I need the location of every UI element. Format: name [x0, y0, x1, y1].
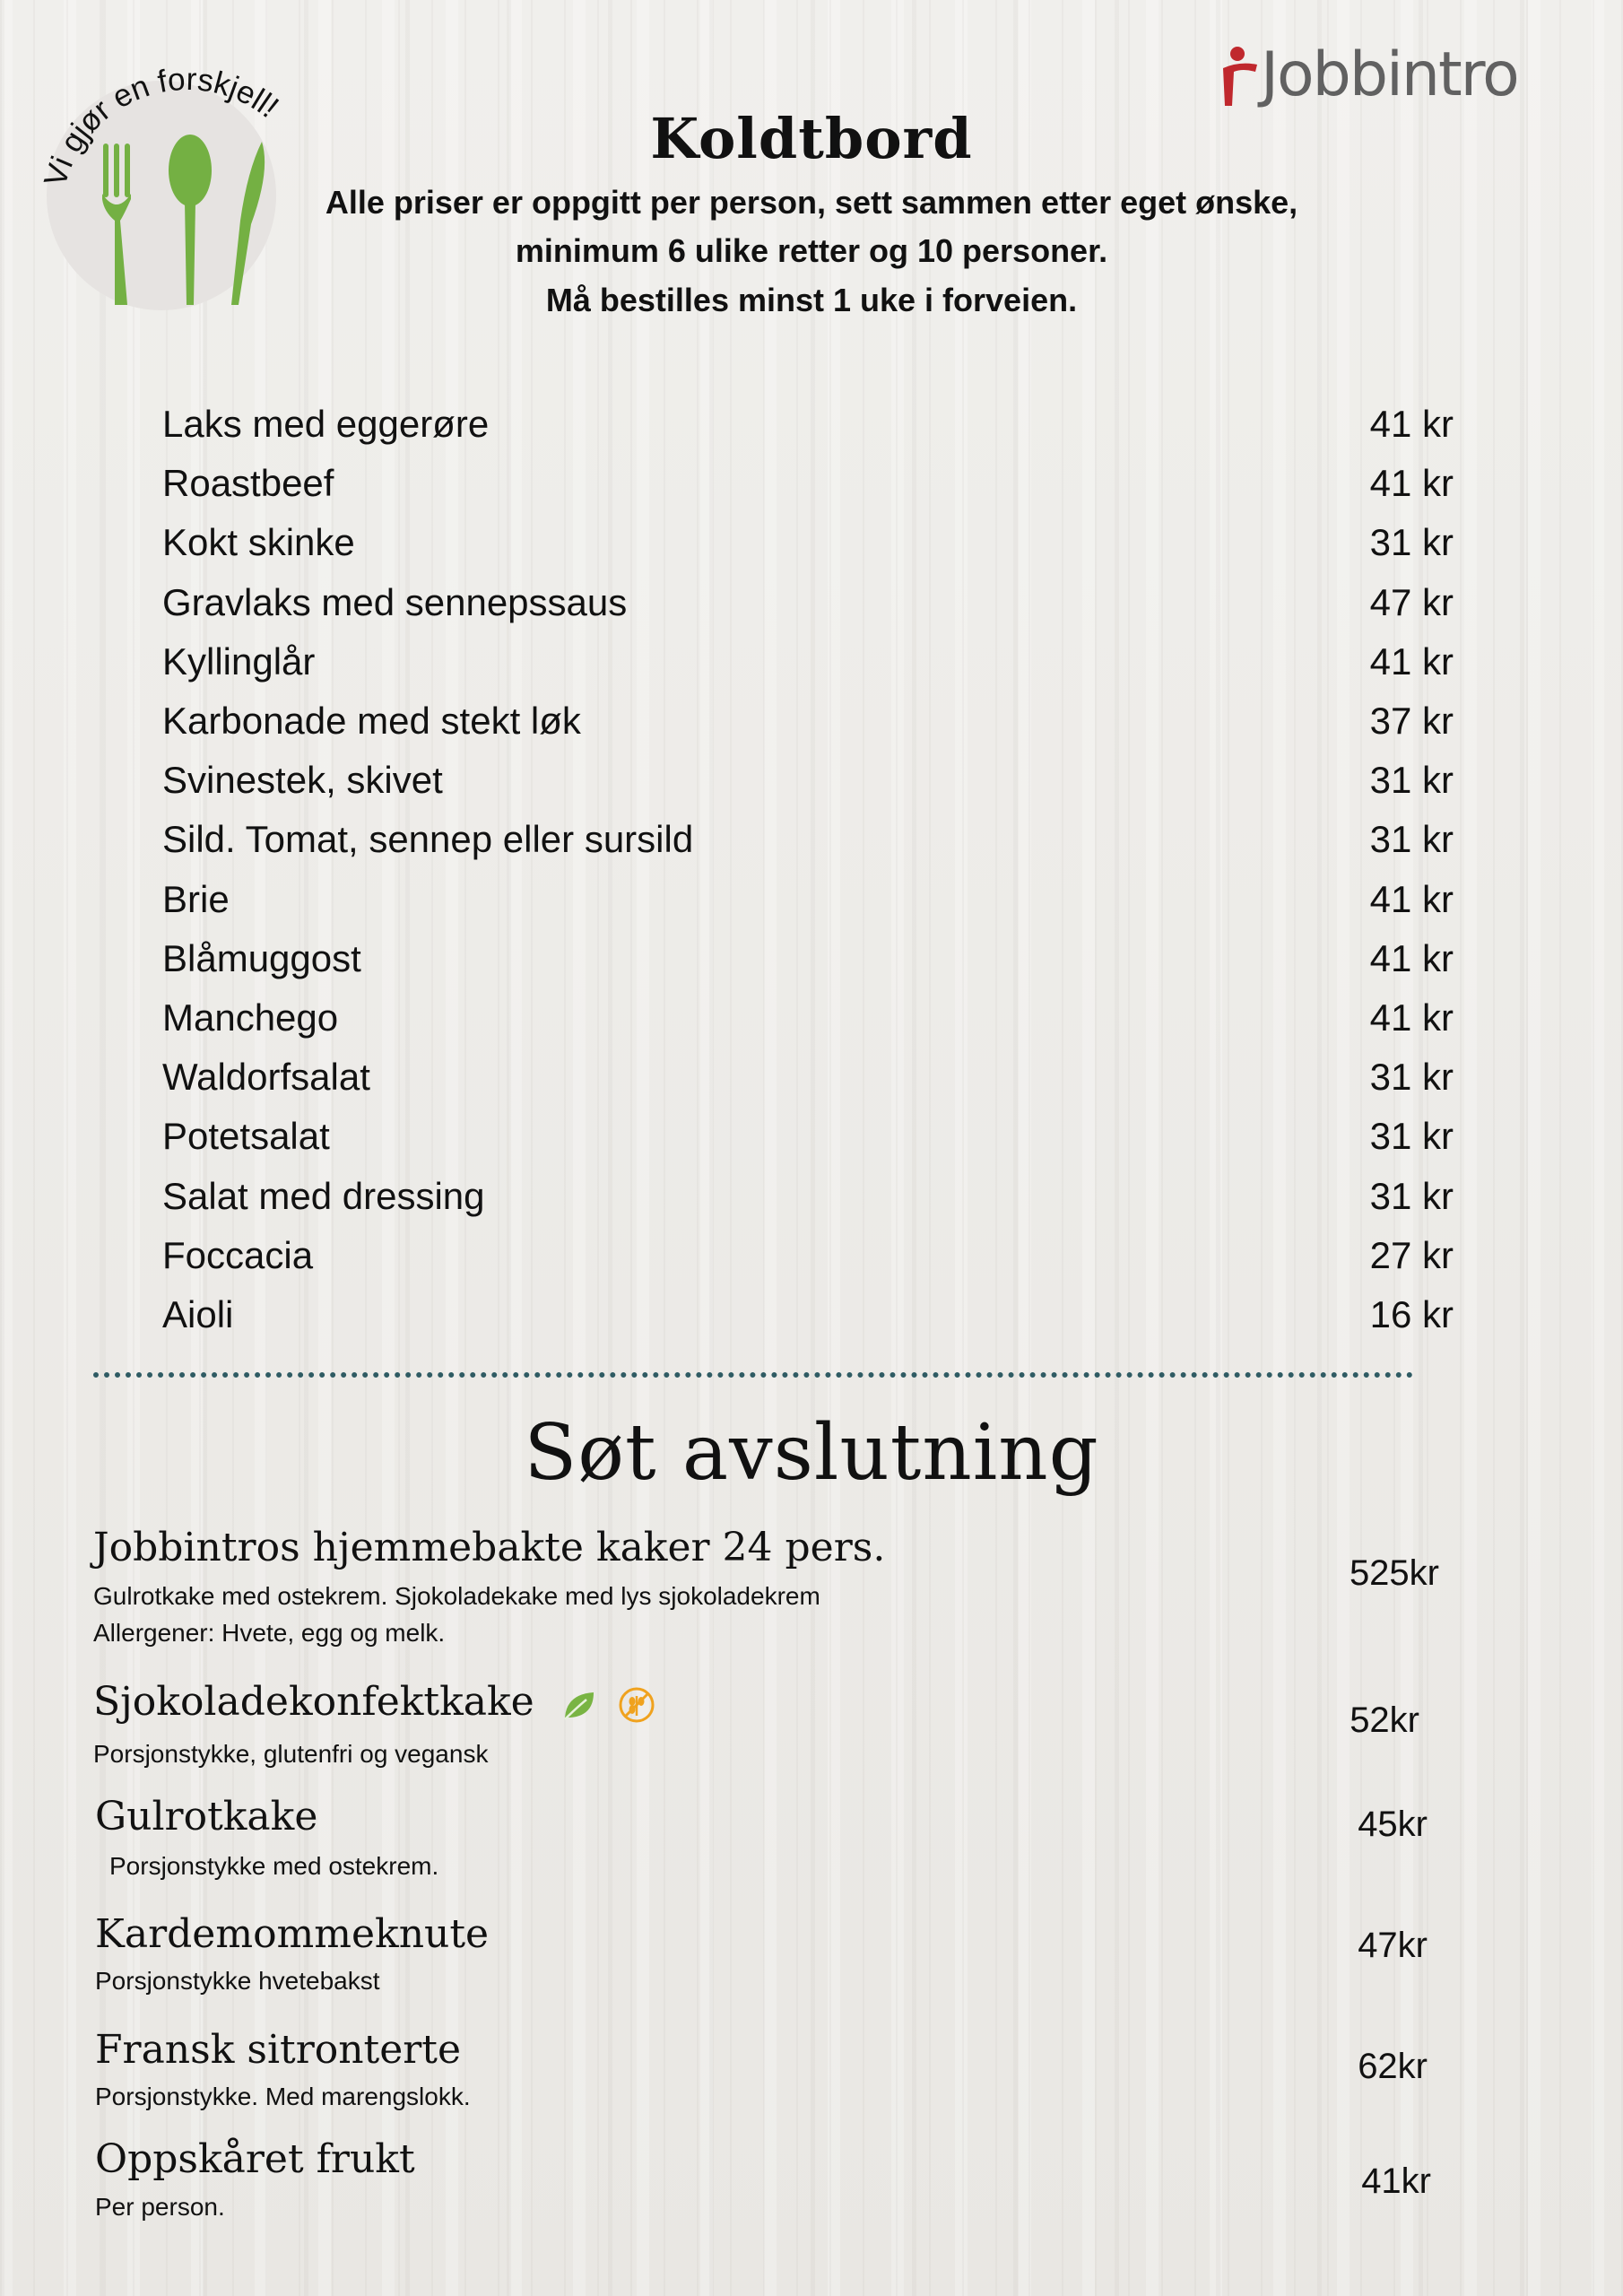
list-item: [162, 632, 1454, 691]
item-price: 31 kr: [1369, 1115, 1454, 1158]
dessert-item-desc: Porsjonstykke hvetebakst: [95, 1967, 380, 1995]
dessert-item-name: Sjokoladekonfektkake: [93, 1679, 534, 1725]
item-name: Waldorfsalat: [162, 1056, 370, 1099]
dessert-item-price: 62kr: [1358, 2047, 1428, 2086]
dessert-item-name: Oppskåret frukt: [95, 2136, 415, 2182]
item-name: Kokt skinke: [162, 521, 355, 564]
dessert-item-desc: Per person.: [95, 2193, 225, 2221]
item-price: 41 kr: [1369, 462, 1454, 505]
item-price: 37 kr: [1369, 700, 1454, 743]
badge-text: Vi gjør en forskjell!: [37, 61, 286, 191]
item-price: 41 kr: [1369, 877, 1454, 920]
page-title: Koldtbord: [650, 106, 973, 171]
dessert-item-price: 47kr: [1358, 1926, 1428, 1965]
brand-mark-icon: [1221, 45, 1264, 108]
item-price: 31 kr: [1369, 521, 1454, 564]
item-price: 27 kr: [1369, 1233, 1454, 1276]
item-name: Kyllinglår: [162, 639, 316, 683]
list-item: [162, 573, 1454, 632]
item-price: 41 kr: [1369, 936, 1454, 979]
dessert-item-name: Jobbintros hjemmebakte kaker 24 pers.: [93, 1525, 886, 1570]
item-price: 41 kr: [1369, 639, 1454, 683]
brand-name: Jobbintro: [1261, 39, 1518, 110]
list-item: [162, 810, 1454, 869]
item-name: Svinestek, skivet: [162, 759, 443, 802]
dessert-item-price: 45kr: [1358, 1805, 1428, 1844]
cutlery-icon: [27, 36, 314, 323]
item-name: Potetsalat: [162, 1115, 330, 1158]
brand-logo: [1221, 39, 1580, 115]
gluten-free-icon: [617, 1685, 656, 1725]
dessert-item-price: 52kr: [1350, 1700, 1419, 1740]
list-item: [162, 751, 1454, 810]
dessert-item-name: Fransk sitronterte: [95, 2027, 462, 2073]
list-item: [162, 1166, 1454, 1225]
item-price: 41 kr: [1369, 403, 1454, 446]
item-name: Roastbeef: [162, 462, 334, 505]
dessert-item-name: Kardemommeknute: [95, 1911, 490, 1957]
dessert-item-name: Gulrotkake: [95, 1794, 318, 1839]
dessert-item-desc: Porsjonstykke. Med marengslokk.: [95, 2083, 471, 2110]
dessert-item-desc: Porsjonstykke, glutenfri og vegansk: [93, 1740, 489, 1768]
item-price: 31 kr: [1369, 1056, 1454, 1099]
list-item: [162, 929, 1454, 988]
item-name: Gravlaks med sennepssaus: [162, 580, 628, 623]
subtitle-line-1: Alle priser er oppgitt per person, sett sammen etter eget ønske,: [325, 184, 1298, 221]
subtitle-line-2: minimum 6 ulike retter og 10 personer.: [515, 232, 1108, 269]
list-item: [162, 1285, 1454, 1344]
list-item: [162, 513, 1454, 572]
dessert-item-name-row: [93, 1679, 656, 1725]
koldtbord-list: [162, 395, 1454, 1344]
dotted-divider: [93, 1372, 1413, 1378]
item-price: 31 kr: [1369, 818, 1454, 861]
item-price: 47 kr: [1369, 580, 1454, 623]
item-price: 31 kr: [1369, 759, 1454, 802]
item-price: 16 kr: [1369, 1292, 1454, 1335]
item-name: Aioli: [162, 1292, 234, 1335]
dessert-item-allergens: Allergener: Hvete, egg og melk.: [93, 1619, 446, 1647]
list-item: [162, 1226, 1454, 1285]
item-name: Laks med eggerøre: [162, 403, 490, 446]
list-item: [162, 988, 1454, 1048]
item-name: Karbonade med stekt løk: [162, 700, 581, 743]
item-name: Salat med dressing: [162, 1174, 485, 1217]
item-name: Manchego: [162, 996, 339, 1039]
badge: [27, 36, 314, 323]
item-name: Blåmuggost: [162, 936, 361, 979]
list-item: [162, 1107, 1454, 1166]
dessert-item-desc: Gulrotkake med ostekrem. Sjokoladekake med lys sjokoladekrem: [93, 1582, 820, 1610]
list-item: [162, 1048, 1454, 1107]
list-item: [162, 395, 1454, 454]
dessert-item-price: 41kr: [1361, 2161, 1431, 2201]
list-item: [162, 691, 1454, 751]
item-name: Foccacia: [162, 1233, 314, 1276]
dessert-item-price: 525kr: [1349, 1553, 1439, 1593]
item-name: Sild. Tomat, sennep eller sursild: [162, 818, 694, 861]
item-price: 31 kr: [1369, 1174, 1454, 1217]
subtitle-line-3: Må bestilles minst 1 uke i forveien.: [545, 282, 1078, 318]
dessert-item-desc: Porsjonstykke med ostekrem.: [109, 1852, 439, 1880]
vegan-leaf-icon: [560, 1685, 599, 1725]
dessert-section-title: Søt avslutning: [524, 1408, 1099, 1498]
item-price: 41 kr: [1369, 996, 1454, 1039]
item-name: Brie: [162, 877, 230, 920]
list-item: [162, 870, 1454, 929]
list-item: [162, 454, 1454, 513]
